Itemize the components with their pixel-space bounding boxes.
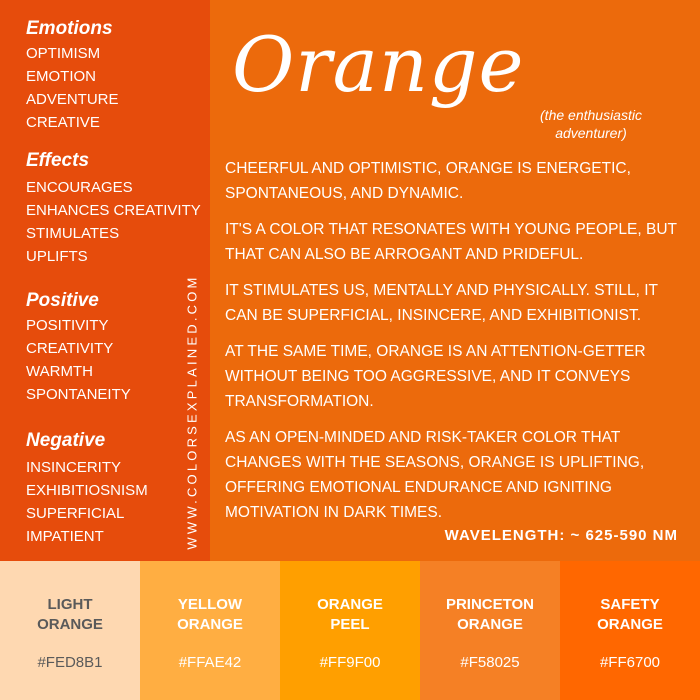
description	[225, 156, 685, 536]
website-url: WWW.COLORSEXPLAINED.COM	[184, 274, 200, 550]
swatch-name-line: PRINCETON	[445, 596, 535, 613]
color-swatches	[0, 561, 700, 700]
swatch-name	[420, 595, 560, 635]
swatch-hex: #FED8B1	[37, 654, 103, 671]
list-item: CREATIVITY	[26, 340, 114, 357]
section-title-positive: Positive	[26, 290, 99, 311]
swatch-hex: #FF6700	[599, 654, 661, 671]
swatch-name	[140, 595, 280, 635]
list-item: POSITIVITY	[26, 317, 109, 334]
list-item: OPTIMISM	[26, 45, 101, 62]
swatch-name-line: SAFETY	[600, 596, 660, 613]
section-list-emotions	[26, 42, 119, 134]
swatch-name-line: LIGHT	[47, 596, 93, 613]
section-list-effects	[26, 176, 201, 268]
description-paragraph: AS AN OPEN-MINDED AND RISK-TAKER COLOR THAT CHANGES WITH THE SEASONS, ORANGE IS UPLIFTING, OFFERING EMOTIONAL ENDURANCE AND IGNITING MOTIVATION IN DARK TIMES.	[225, 429, 645, 521]
swatch-hex: #FF9F00	[319, 654, 381, 671]
page-title: Orange	[232, 20, 525, 109]
list-item: CREATIVE	[26, 114, 100, 131]
section-title-negative: Negative	[26, 430, 106, 451]
swatch-orange-peel	[280, 561, 420, 700]
swatch-name	[280, 595, 420, 635]
list-item: ENCOURAGES	[26, 179, 133, 196]
swatch-name	[0, 595, 140, 635]
description-paragraph: IT'S A COLOR THAT RESONATES WITH YOUNG PEOPLE, BUT THAT CAN ALSO BE ARROGANT AND PRIDEFUL.	[225, 221, 677, 263]
swatch-name-line: ORANGE	[597, 616, 663, 633]
list-item: STIMULATES	[26, 225, 120, 242]
description-paragraph: AT THE SAME TIME, ORANGE IS AN ATTENTION-GETTER WITHOUT BEING TOO AGGRESSIVE, AND IT CONVEYS TRANSFORMATION.	[225, 343, 646, 410]
swatch-name-line: ORANGE	[457, 616, 523, 633]
list-item: IMPATIENT	[26, 528, 104, 545]
list-item: SUPERFICIAL	[26, 505, 125, 522]
swatch-name-line: PEEL	[330, 616, 370, 633]
swatch-light-orange	[0, 561, 140, 700]
swatch-name-line: ORANGE	[177, 616, 243, 633]
swatch-hex: #F58025	[460, 654, 520, 671]
section-list-negative	[26, 456, 148, 548]
list-item: ADVENTURE	[26, 91, 119, 108]
list-item: SPONTANEITY	[26, 386, 131, 403]
swatch-name-line: YELLOW	[177, 596, 243, 613]
list-item: INSINCERITY	[26, 459, 122, 476]
swatch-name-line: ORANGE	[317, 596, 383, 613]
list-item: UPLIFTS	[26, 248, 88, 265]
swatch-princeton-orange	[420, 561, 560, 700]
list-item: EMOTION	[26, 68, 96, 85]
section-title-emotions: Emotions	[26, 18, 113, 39]
swatch-hex: #FFAE42	[178, 654, 242, 671]
wavelength-label: WAVELENGTH: ~ 625-590 NM	[444, 527, 678, 544]
list-item: WARMTH	[26, 363, 93, 380]
swatch-name	[560, 595, 700, 635]
description-paragraph: CHEERFUL AND OPTIMISTIC, ORANGE IS ENERGETIC, SPONTANEOUS, AND DYNAMIC.	[225, 160, 631, 202]
swatch-safety-orange	[560, 561, 700, 700]
swatch-name-line: ORANGE	[37, 616, 103, 633]
list-item: ENHANCES CREATIVITY	[26, 202, 201, 219]
list-item: EXHIBITIOSNISM	[26, 482, 148, 499]
description-paragraph: IT STIMULATES US, MENTALLY AND PHYSICALLY. STILL, IT CAN BE SUPERFICIAL, INSINCERE, AND EXHIBITIONIST.	[225, 282, 658, 324]
swatch-yellow-orange	[140, 561, 280, 700]
sidebar	[0, 0, 210, 561]
page-subtitle: (the enthusiastic adventurer)	[540, 107, 642, 141]
section-title-effects: Effects	[26, 150, 90, 171]
section-list-positive	[26, 314, 131, 406]
